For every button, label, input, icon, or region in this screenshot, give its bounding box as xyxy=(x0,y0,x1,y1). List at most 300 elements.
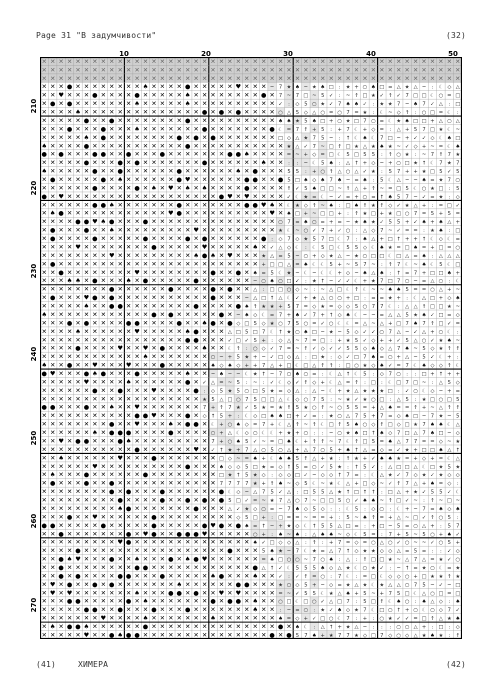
stitch-symbol: ✕ xyxy=(168,168,173,175)
stitch-symbol: ● xyxy=(126,632,132,639)
stitch-symbol: ✕ xyxy=(143,514,148,521)
stitch-symbol: ● xyxy=(126,539,132,546)
stitch-symbol: ♥ xyxy=(58,438,64,445)
stitch-symbol: ◇ xyxy=(338,312,342,318)
stitch-symbol: ✕ xyxy=(202,328,207,335)
stitch-symbol: 7 xyxy=(405,363,408,369)
stitch-symbol: ✓ xyxy=(354,498,358,504)
stitch-symbol: ★ xyxy=(329,414,334,420)
stitch-symbol: ↑ xyxy=(447,346,451,352)
stitch-symbol: □ xyxy=(438,186,443,192)
stitch-symbol: ✕ xyxy=(194,522,199,529)
stitch-symbol: ✕ xyxy=(210,565,215,572)
stitch-symbol: ★ xyxy=(304,135,309,141)
stitch-symbol: ✕ xyxy=(160,185,165,192)
stitch-symbol: △ xyxy=(380,473,384,479)
stitch-symbol: : xyxy=(339,161,341,167)
stitch-symbol: ✕ xyxy=(151,328,156,335)
stitch-symbol: ✕ xyxy=(50,151,55,158)
stitch-symbol: ✕ xyxy=(75,396,80,403)
stitch-symbol: ★ xyxy=(363,388,368,394)
stitch-symbol: ✕ xyxy=(126,227,131,234)
stitch-symbol: = xyxy=(371,532,375,538)
stitch-symbol: △ xyxy=(405,557,409,563)
stitch-symbol: ✕ xyxy=(101,556,106,563)
stitch-symbol: ● xyxy=(92,185,98,192)
stitch-symbol: ✕ xyxy=(185,202,190,209)
stitch-symbol: = xyxy=(346,540,350,546)
stitch-symbol: ~ xyxy=(447,582,451,588)
stitch-symbol: ✕ xyxy=(67,219,72,226)
stitch-symbol: □ xyxy=(405,422,410,428)
stitch-symbol: ✕ xyxy=(75,58,80,65)
stitch-symbol: ↑ xyxy=(371,515,375,521)
stitch-symbol: ✕ xyxy=(177,193,182,200)
stitch-symbol: ✕ xyxy=(101,244,106,251)
stitch-symbol: □ xyxy=(362,439,367,445)
stitch-symbol: ✕ xyxy=(227,126,232,133)
column-label: 20 xyxy=(201,50,211,58)
stitch-symbol: 7 xyxy=(287,220,290,226)
stitch-symbol: ✕ xyxy=(177,379,182,386)
stitch-symbol: = xyxy=(380,312,384,318)
stitch-symbol: ✕ xyxy=(118,269,123,276)
stitch-symbol: ● xyxy=(177,202,183,209)
stitch-symbol: 7 xyxy=(363,355,366,361)
stitch-symbol: ✕ xyxy=(75,177,80,184)
stitch-symbol: ♠ xyxy=(413,102,418,108)
footer-left-number: (41) xyxy=(36,660,56,669)
stitch-symbol: ◇ xyxy=(371,228,375,234)
stitch-symbol: ♥ xyxy=(236,590,242,597)
stitch-symbol: ♠ xyxy=(270,279,275,285)
stitch-symbol: ◇ xyxy=(355,549,359,555)
stitch-symbol: 7 xyxy=(338,102,341,108)
stitch-symbol: ✕ xyxy=(160,109,165,116)
stitch-symbol: ✕ xyxy=(236,531,241,538)
stitch-symbol: △ xyxy=(253,490,257,496)
stitch-symbol: 5 xyxy=(405,312,408,318)
stitch-symbol: ★ xyxy=(413,312,418,318)
stitch-symbol: ✕ xyxy=(168,84,173,91)
stitch-symbol: ✕ xyxy=(84,430,89,437)
stitch-symbol: ✕ xyxy=(244,615,249,622)
stitch-symbol: ✕ xyxy=(143,252,148,259)
stitch-symbol: △ xyxy=(422,296,426,302)
stitch-symbol: ◇ xyxy=(287,540,291,546)
stitch-symbol: ~ xyxy=(422,540,426,546)
stitch-symbol: ↑ xyxy=(354,439,358,445)
stitch-symbol: ✕ xyxy=(151,261,156,268)
stitch-symbol: ✕ xyxy=(202,261,207,268)
stitch-symbol: ✕ xyxy=(219,514,224,521)
stitch-symbol: ✕ xyxy=(270,143,275,150)
stitch-symbol: ○ xyxy=(371,540,376,546)
stitch-symbol: ↑ xyxy=(346,186,350,192)
stitch-symbol: □ xyxy=(396,380,401,386)
stitch-symbol: ✕ xyxy=(126,446,131,453)
stitch-symbol: ● xyxy=(236,151,242,158)
stitch-symbol: ☾ xyxy=(354,566,359,572)
stitch-symbol: 5 xyxy=(304,102,307,108)
stitch-symbol: ✕ xyxy=(92,354,97,361)
stitch-symbol: = xyxy=(337,220,341,226)
stitch-symbol: ✕ xyxy=(75,143,80,150)
stitch-symbol: △ xyxy=(397,515,401,521)
stitch-symbol: ✕ xyxy=(75,590,80,597)
stitch-symbol: ♠ xyxy=(287,439,292,445)
stitch-symbol: : xyxy=(381,625,383,631)
stitch-symbol: ♠ xyxy=(202,320,208,327)
stitch-symbol: ✕ xyxy=(67,143,72,150)
stitch-symbol: ● xyxy=(109,303,115,310)
stitch-symbol: ✕ xyxy=(143,480,148,487)
stitch-symbol: ✕ xyxy=(109,109,114,116)
stitch-symbol: = xyxy=(245,456,249,462)
column-label: 50 xyxy=(448,50,458,58)
stitch-symbol: ✕ xyxy=(143,539,148,546)
stitch-symbol: ✕ xyxy=(185,320,190,327)
stitch-symbol: ♠ xyxy=(101,219,107,226)
stitch-symbol: ~ xyxy=(312,211,316,217)
stitch-symbol: ♠ xyxy=(422,220,427,226)
stitch-symbol: ★ xyxy=(439,574,444,580)
stitch-symbol: ✕ xyxy=(75,539,80,546)
stitch-symbol: ✕ xyxy=(67,404,72,411)
stitch-symbol: ✕ xyxy=(177,480,182,487)
stitch-symbol: □ xyxy=(337,287,342,293)
stitch-symbol: ✕ xyxy=(109,505,114,512)
stitch-symbol: ✕ xyxy=(210,472,215,479)
stitch-symbol: 5 xyxy=(296,110,299,116)
stitch-symbol: ↑ xyxy=(363,203,367,209)
stitch-symbol: ↑ xyxy=(304,574,308,580)
stitch-symbol: ✕ xyxy=(236,548,241,555)
stitch-symbol: ○ xyxy=(337,296,342,302)
stitch-symbol: ♠ xyxy=(455,599,460,605)
stitch-symbol: ✕ xyxy=(118,143,123,150)
stitch-symbol: ✕ xyxy=(134,278,139,285)
stitch-symbol: △ xyxy=(295,540,299,546)
stitch-symbol: ✕ xyxy=(447,58,452,65)
stitch-symbol: ● xyxy=(42,193,48,200)
stitch-symbol: 7 xyxy=(397,279,400,285)
stitch-symbol: ● xyxy=(227,548,233,555)
stitch-symbol: ✕ xyxy=(50,396,55,403)
stitch-symbol: ✕ xyxy=(143,92,148,99)
stitch-symbol: ✕ xyxy=(126,67,131,74)
stitch-symbol: ✕ xyxy=(109,311,114,318)
stitch-symbol: ✕ xyxy=(59,413,64,420)
stitch-symbol: □ xyxy=(270,287,275,293)
stitch-symbol: ✕ xyxy=(160,84,165,91)
stitch-symbol: ♠ xyxy=(210,573,216,580)
stitch-symbol: ♠ xyxy=(143,598,149,605)
stitch-symbol: 5 xyxy=(313,591,316,597)
stitch-symbol: : xyxy=(322,540,324,546)
stitch-symbol: ✕ xyxy=(84,539,89,546)
stitch-symbol: ✕ xyxy=(151,573,156,580)
stitch-symbol: ☾ xyxy=(278,422,283,428)
stitch-symbol: : xyxy=(457,515,459,521)
stitch-symbol: 7 xyxy=(296,127,299,133)
stitch-symbol: 5 xyxy=(245,464,248,470)
stitch-symbol: ● xyxy=(92,202,98,209)
stitch-symbol: ✕ xyxy=(177,278,182,285)
stitch-symbol: △ xyxy=(405,355,409,361)
stitch-symbol: ○ xyxy=(337,431,342,437)
stitch-symbol: 5 xyxy=(355,304,358,310)
stitch-symbol: ✕ xyxy=(253,109,258,116)
stitch-symbol: ✕ xyxy=(160,219,165,226)
stitch-symbol: ★ xyxy=(388,557,393,563)
stitch-symbol: ✕ xyxy=(227,134,232,141)
stitch-symbol: ★ xyxy=(270,304,275,310)
stitch-symbol: ✕ xyxy=(379,75,384,82)
stitch-symbol: ★ xyxy=(413,490,418,496)
stitch-symbol: ♥ xyxy=(219,590,225,597)
stitch-symbol: 5 xyxy=(313,490,316,496)
stitch-symbol: ✕ xyxy=(118,522,123,529)
stitch-symbol: = xyxy=(422,211,426,217)
stitch-symbol: ✕ xyxy=(84,185,89,192)
stitch-symbol: ✕ xyxy=(244,67,249,74)
stitch-symbol: ✕ xyxy=(168,413,173,420)
stitch-symbol: ♠ xyxy=(41,168,47,175)
stitch-symbol: ✕ xyxy=(59,514,64,521)
stitch-symbol: ✕ xyxy=(126,337,131,344)
stitch-symbol: ✕ xyxy=(126,202,131,209)
stitch-symbol: ✕ xyxy=(160,522,165,529)
stitch-symbol: 5 xyxy=(448,523,451,529)
stitch-symbol: ✕ xyxy=(109,101,114,108)
stitch-symbol: ~ xyxy=(388,523,392,529)
stitch-symbol: ✕ xyxy=(67,202,72,209)
stitch-symbol: ✕ xyxy=(126,295,131,302)
stitch-symbol: ✕ xyxy=(75,354,80,361)
stitch-symbol: ✕ xyxy=(194,269,199,276)
stitch-symbol: ♥ xyxy=(134,421,140,428)
stitch-symbol: ★ xyxy=(455,464,460,470)
stitch-symbol: : xyxy=(322,431,324,437)
stitch-symbol: ↑ xyxy=(422,237,426,243)
stitch-symbol: ✕ xyxy=(185,404,190,411)
stitch-symbol: : xyxy=(432,253,434,259)
stitch-symbol: ✕ xyxy=(109,379,114,386)
stitch-symbol: 5 xyxy=(254,405,257,411)
stitch-symbol: ✕ xyxy=(118,67,123,74)
stitch-symbol: : xyxy=(288,161,290,167)
stitch-symbol: ✕ xyxy=(92,455,97,462)
stitch-symbol: ✕ xyxy=(202,463,207,470)
stitch-symbol: = xyxy=(388,85,392,91)
stitch-symbol: ✕ xyxy=(50,320,55,327)
stitch-symbol: ✕ xyxy=(143,311,148,318)
stitch-symbol: ♥ xyxy=(101,615,107,622)
stitch-symbol: ✕ xyxy=(118,202,123,209)
stitch-symbol: ○ xyxy=(413,608,418,614)
stitch-symbol: ◇ xyxy=(236,515,240,521)
stitch-symbol: ✕ xyxy=(210,581,215,588)
stitch-symbol: □ xyxy=(422,118,427,124)
stitch-symbol: ★ xyxy=(287,270,292,276)
stitch-symbol: △ xyxy=(262,566,266,572)
stitch-symbol: ★ xyxy=(244,355,249,361)
stitch-symbol: ✕ xyxy=(202,151,207,158)
stitch-symbol: ↑ xyxy=(405,110,409,116)
stitch-symbol: ✕ xyxy=(50,269,55,276)
stitch-symbol: ✕ xyxy=(320,75,325,82)
stitch-symbol: ✕ xyxy=(151,598,156,605)
stitch-symbol: △ xyxy=(397,329,401,335)
stitch-symbol: ✕ xyxy=(134,84,139,91)
stitch-symbol: ✓ xyxy=(295,186,299,192)
stitch-symbol: ✕ xyxy=(236,615,241,622)
stitch-symbol: ○ xyxy=(312,220,317,226)
stitch-symbol: 7 xyxy=(287,237,290,243)
stitch-symbol: ♥ xyxy=(117,455,123,462)
stitch-symbol: ● xyxy=(109,632,115,639)
stitch-symbol: ✕ xyxy=(194,438,199,445)
stitch-symbol: △ xyxy=(279,296,283,302)
stitch-symbol: ~ xyxy=(211,372,215,378)
stitch-symbol: + xyxy=(397,355,401,361)
stitch-symbol: ● xyxy=(67,320,73,327)
stitch-symbol: ✕ xyxy=(109,151,114,158)
stitch-symbol: ✕ xyxy=(50,134,55,141)
stitch-symbol: 5 xyxy=(330,262,333,268)
stitch-symbol: ✕ xyxy=(160,311,165,318)
stitch-symbol: ✕ xyxy=(185,362,190,369)
stitch-symbol: ✕ xyxy=(143,202,148,209)
stitch-symbol: 7 xyxy=(304,633,307,639)
stitch-symbol: □ xyxy=(388,279,393,285)
stitch-symbol: ☾ xyxy=(287,296,292,302)
stitch-symbol: ◇ xyxy=(203,414,207,420)
stitch-symbol: ✕ xyxy=(219,75,224,82)
stitch-symbol: ○ xyxy=(278,599,283,605)
stitch-symbol: □ xyxy=(438,245,443,251)
stitch-symbol: ✕ xyxy=(337,75,342,82)
stitch-symbol: □ xyxy=(278,439,283,445)
stitch-symbol: ☾ xyxy=(413,363,418,369)
stitch-symbol: ● xyxy=(134,320,140,327)
stitch-symbol: ✕ xyxy=(210,244,215,251)
stitch-symbol: ★ xyxy=(363,582,368,588)
stitch-symbol: ✕ xyxy=(67,168,72,175)
stitch-symbol: ☾ xyxy=(320,262,325,268)
stitch-symbol: = xyxy=(439,144,443,150)
stitch-symbol: ○ xyxy=(278,321,283,327)
stitch-symbol: ✕ xyxy=(168,497,173,504)
stitch-symbol: ✕ xyxy=(67,421,72,428)
stitch-symbol: ✕ xyxy=(101,337,106,344)
stitch-symbol: ♥ xyxy=(202,531,208,538)
stitch-symbol: ✕ xyxy=(177,101,182,108)
stitch-symbol: : xyxy=(373,178,375,184)
stitch-symbol: ✕ xyxy=(168,505,173,512)
stitch-symbol: + xyxy=(447,287,451,293)
stitch-symbol: ○ xyxy=(396,633,401,639)
stitch-symbol: ✕ xyxy=(194,404,199,411)
stitch-symbol: ✕ xyxy=(143,328,148,335)
stitch-symbol: ✕ xyxy=(50,548,55,555)
stitch-symbol: ✕ xyxy=(354,58,359,65)
stitch-symbol: = xyxy=(304,304,308,310)
stitch-symbol: + xyxy=(439,211,443,217)
stitch-symbol: ✕ xyxy=(270,615,275,622)
stitch-symbol: ✕ xyxy=(177,615,182,622)
stitch-symbol: ✕ xyxy=(84,396,89,403)
stitch-symbol: ✕ xyxy=(185,455,190,462)
stitch-symbol: ✕ xyxy=(194,573,199,580)
stitch-symbol: ✕ xyxy=(118,236,123,243)
stitch-symbol: ✕ xyxy=(151,160,156,167)
stitch-symbol: ✕ xyxy=(59,463,64,470)
stitch-symbol: □ xyxy=(422,616,427,622)
stitch-symbol: 5 xyxy=(363,591,366,597)
stitch-symbol: △ xyxy=(430,279,434,285)
stitch-symbol: 5 xyxy=(405,338,408,344)
stitch-symbol: : xyxy=(347,464,349,470)
stitch-symbol: □ xyxy=(253,464,258,470)
stitch-symbol: ✕ xyxy=(227,514,232,521)
stitch-symbol: ✕ xyxy=(168,75,173,82)
stitch-symbol: ✕ xyxy=(202,67,207,74)
stitch-symbol: ○ xyxy=(253,532,258,538)
stitch-symbol: ✓ xyxy=(295,279,299,285)
stitch-symbol: ★ xyxy=(346,625,351,631)
stitch-symbol: ✕ xyxy=(227,244,232,251)
stitch-symbol: △ xyxy=(279,397,283,403)
stitch-symbol: ✕ xyxy=(143,101,148,108)
stitch-symbol: ☾ xyxy=(354,127,359,133)
stitch-symbol: ✕ xyxy=(270,573,275,580)
stitch-symbol: ✕ xyxy=(92,632,97,639)
stitch-symbol: = xyxy=(405,270,409,276)
stitch-symbol: ✓ xyxy=(430,102,434,108)
stitch-symbol: △ xyxy=(439,102,443,108)
stitch-symbol: 5 xyxy=(389,169,392,175)
stitch-symbol: ✓ xyxy=(371,464,375,470)
stitch-symbol: 7 xyxy=(346,633,349,639)
stitch-symbol: ✕ xyxy=(118,379,123,386)
stitch-symbol: △ xyxy=(287,447,291,453)
stitch-symbol: ♠ xyxy=(304,220,309,226)
stitch-symbol: + xyxy=(321,380,325,386)
stitch-symbol: = xyxy=(413,287,417,293)
stitch-symbol: : xyxy=(330,506,332,512)
stitch-symbol: ✕ xyxy=(42,269,47,276)
stitch-symbol: ✕ xyxy=(67,151,72,158)
stitch-symbol: ✕ xyxy=(185,109,190,116)
stitch-symbol: + xyxy=(337,338,341,344)
stitch-symbol: ♥ xyxy=(117,539,123,546)
stitch-symbol: ✕ xyxy=(59,387,64,394)
stitch-symbol: ● xyxy=(219,311,225,318)
stitch-symbol: ✕ xyxy=(59,278,64,285)
stitch-symbol: = xyxy=(422,287,426,293)
stitch-symbol: + xyxy=(422,144,426,150)
stitch-symbol: ✕ xyxy=(92,548,97,555)
stitch-symbol: □ xyxy=(362,93,367,99)
stitch-symbol: ♠ xyxy=(117,632,123,639)
stitch-symbol: ~ xyxy=(405,102,409,108)
stitch-symbol: ✕ xyxy=(371,75,376,82)
stitch-symbol: ○ xyxy=(439,540,444,546)
stitch-symbol: ♥ xyxy=(50,590,56,597)
stitch-symbol: ● xyxy=(92,295,98,302)
